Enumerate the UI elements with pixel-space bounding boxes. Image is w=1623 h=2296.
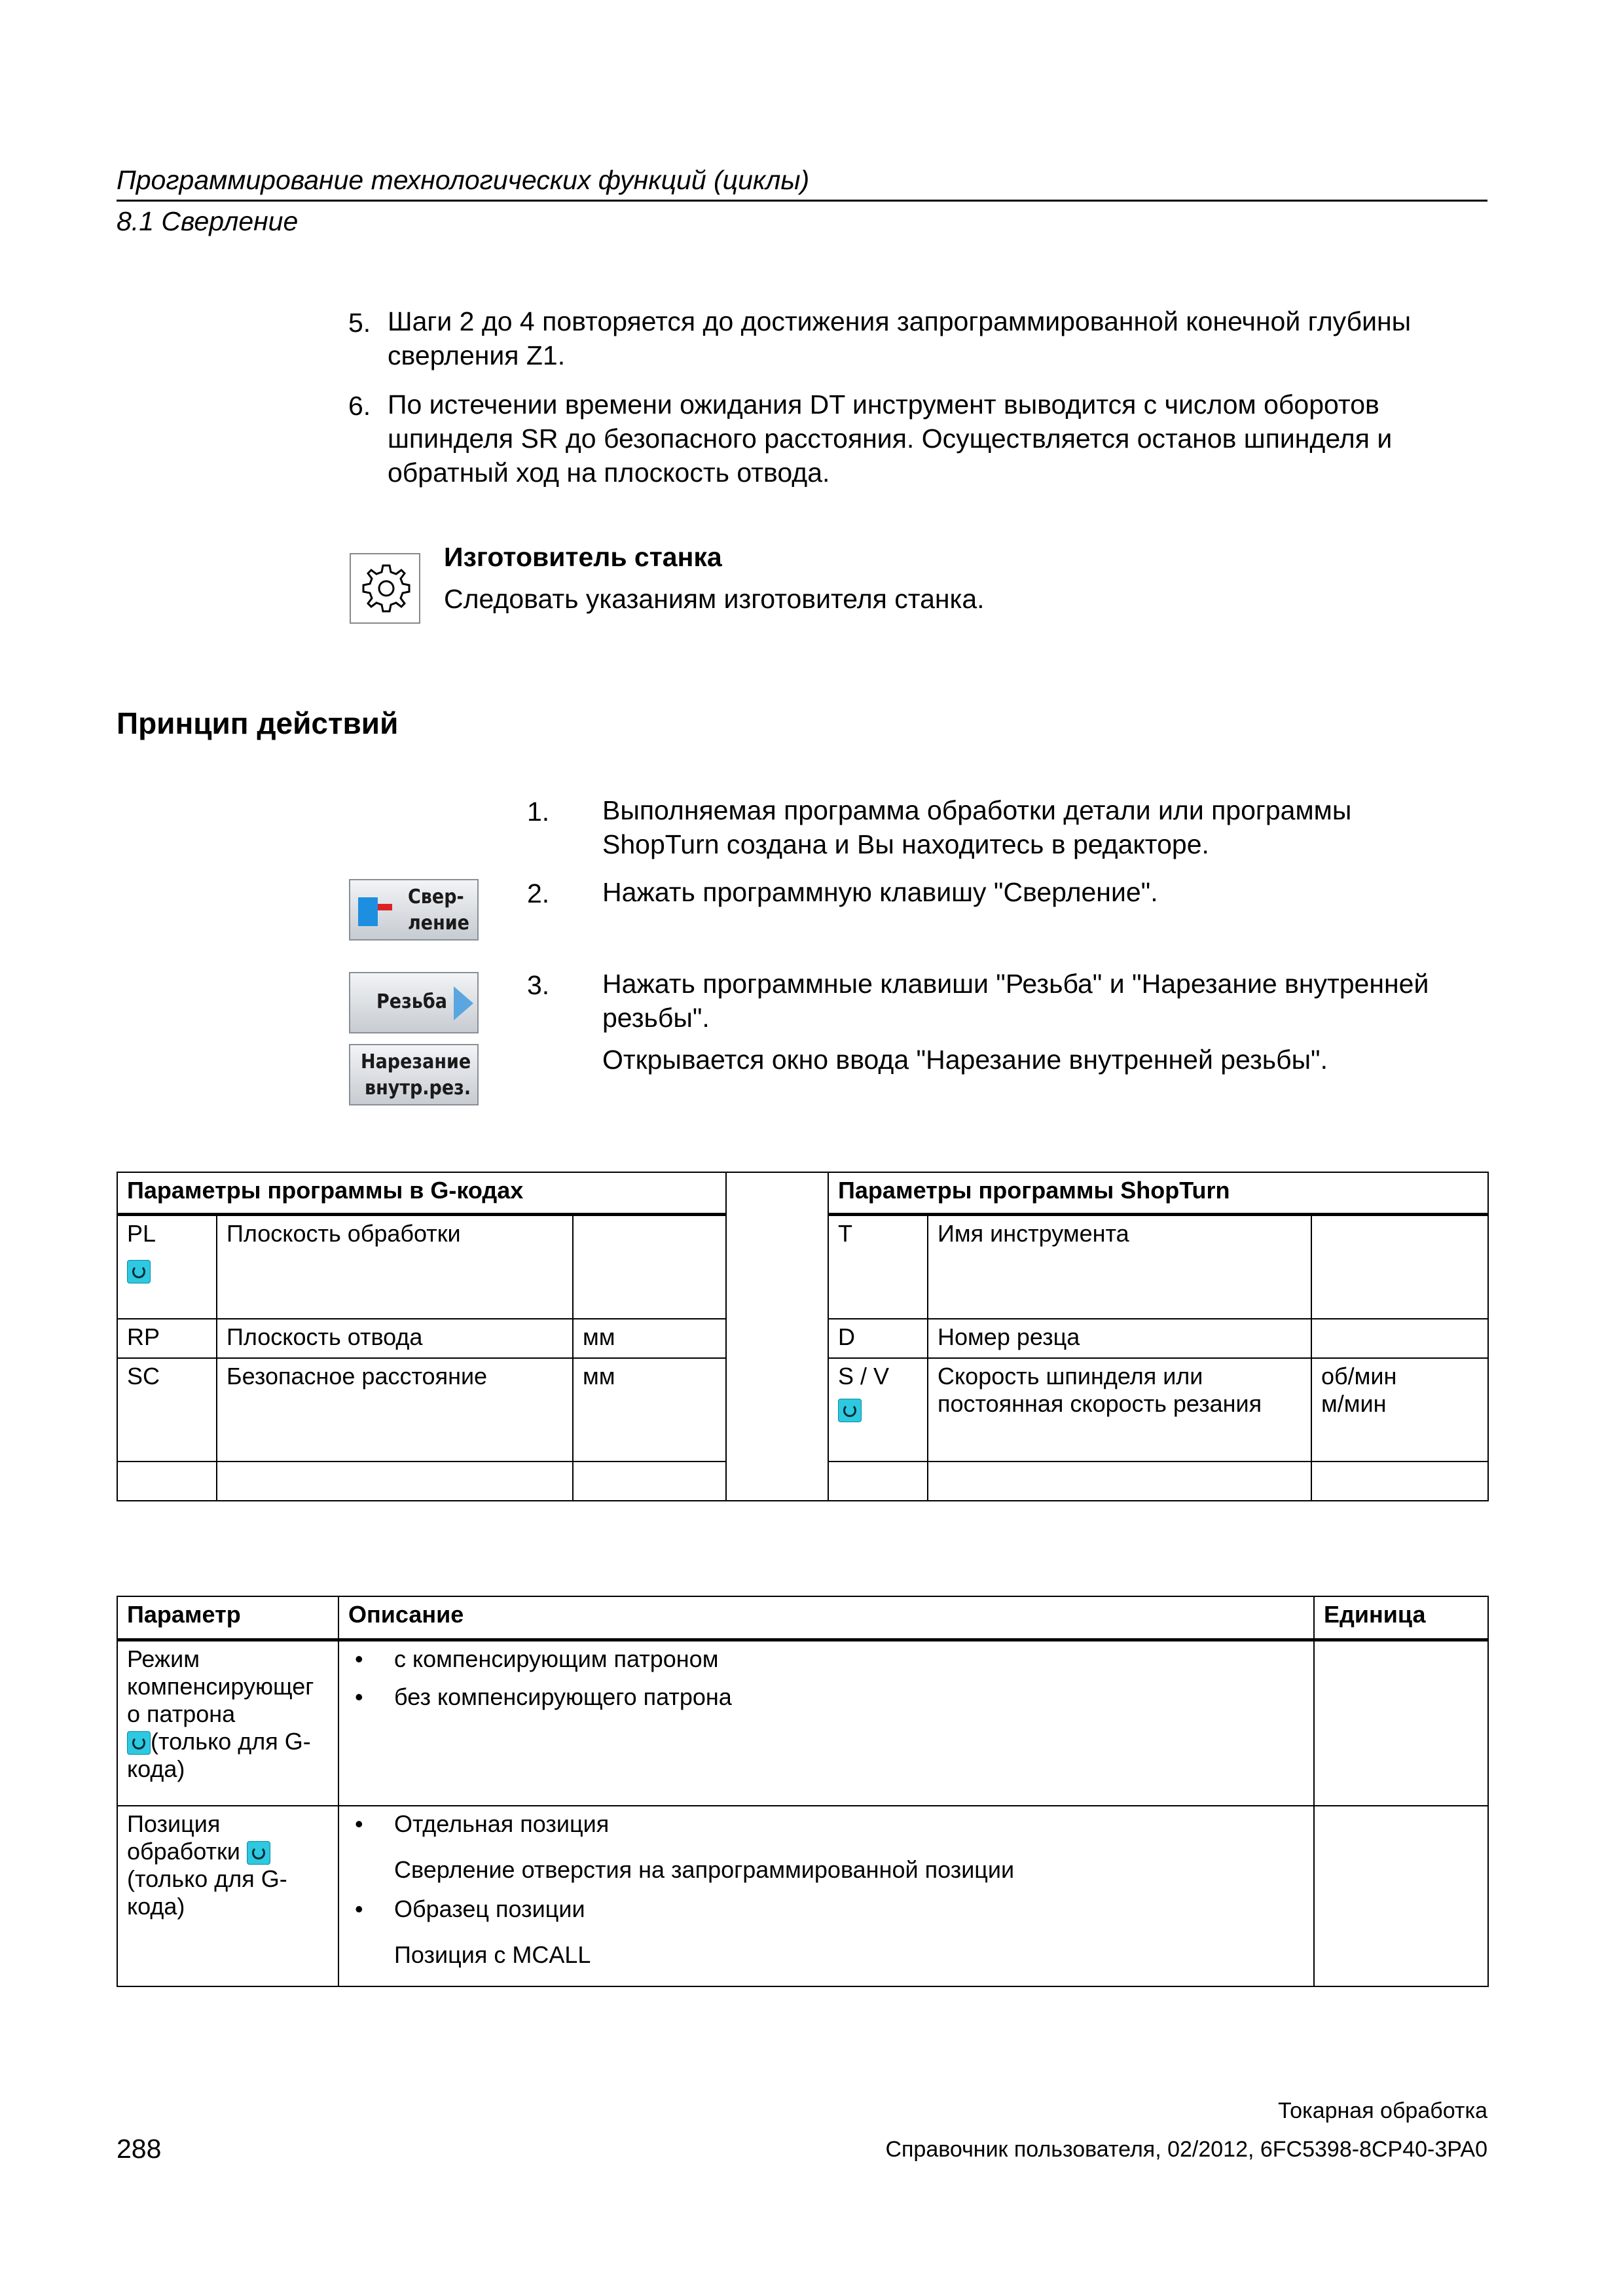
footer-manual: Справочник пользователя, 02/2012, 6FC5398-8CP40-3PA0 (885, 2137, 1487, 2162)
bullet-description: Позиция с MCALL (394, 1941, 591, 1968)
step-text-line: Шаги 2 до 4 повторяется до достижения запрограммированной конечной глубины (388, 306, 1412, 336)
page-number: 288 (117, 2134, 162, 2164)
param-header: Параметр (117, 1596, 338, 1640)
empty-cell (217, 1462, 573, 1501)
param-line: обработки (127, 1838, 240, 1865)
step-number: 3. (527, 970, 550, 1000)
param-line: компенсирующег (127, 1672, 314, 1700)
step-text (388, 387, 1392, 490)
step-text-line: обратный ход на плоскость отвода. (388, 457, 830, 488)
shopturn-params-header: Параметры программы ShopTurn (828, 1172, 1488, 1214)
step-text-line: ShopTurn создана и Вы находитесь в редакторе. (602, 829, 1209, 859)
unit-cell: мм (573, 1358, 726, 1462)
desc-cell (338, 1806, 1314, 1986)
parameter-table-detail (117, 1596, 1489, 1987)
unit-cell (1311, 1358, 1488, 1462)
unit-cell (1314, 1640, 1488, 1806)
step-text-line: Открывается окно ввода "Нарезание внутренней резьбы". (602, 1045, 1328, 1075)
drill-tip-icon (378, 904, 392, 910)
param-cell: D (828, 1319, 928, 1358)
internal-thread-softkey[interactable] (349, 1044, 479, 1105)
step-text-line: Выполняемая программа обработки детали или программы (602, 795, 1352, 825)
step-text (602, 875, 1158, 909)
footer-product: Токарная обработка (1278, 2098, 1487, 2123)
softkey-label: Нарезание (361, 1050, 471, 1073)
header-rule (117, 200, 1487, 202)
parameter-table-overview (117, 1172, 1489, 1501)
toggle-icon (838, 1399, 862, 1422)
bullet-item: • без компенсирующего патрона (348, 1683, 1304, 1711)
param-line: Позиция (127, 1810, 221, 1837)
step-text (388, 304, 1411, 372)
step-text-line: Нажать программные клавиши "Резьба" и "Нарезание внутренней (602, 969, 1429, 999)
gear-icon (350, 553, 420, 624)
unit-cell (573, 1214, 726, 1319)
step-text (602, 967, 1429, 1077)
section-title: 8.1 Сверление (117, 206, 299, 236)
param-line: (только для G- (127, 1865, 287, 1892)
param-cell (117, 1806, 338, 1986)
step-number: 2. (527, 878, 550, 908)
desc-line: постоянная скорость резания (938, 1390, 1262, 1417)
step-text (602, 793, 1351, 861)
param-cell (117, 1640, 338, 1806)
param-cell: RP (117, 1319, 217, 1358)
step-text-line: шпинделя SR до безопасного расстояния. Осуществляется останов шпинделя и (388, 423, 1393, 454)
softkey-label: ление (408, 912, 469, 935)
param-line: о патрона (127, 1700, 236, 1727)
empty-cell (828, 1462, 928, 1501)
gcode-params-header: Параметры программы в G-кодах (117, 1172, 726, 1214)
param-cell (117, 1214, 217, 1319)
toggle-icon (247, 1841, 270, 1865)
desc-cell: Плоскость отвода (217, 1319, 573, 1358)
desc-cell: Номер резца (928, 1319, 1311, 1358)
arrow-right-icon (454, 986, 473, 1020)
softkey-label: внутр.рез. (365, 1077, 471, 1100)
param-line: Режим (127, 1645, 200, 1672)
step-number: 5. (348, 308, 371, 338)
step-text-line: сверления Z1. (388, 340, 566, 370)
toggle-icon (127, 1260, 151, 1283)
param-cell: SC (117, 1358, 217, 1462)
empty-cell (117, 1462, 217, 1501)
unit-line: об/мин (1321, 1363, 1397, 1390)
bullet-item: • с компенсирующим патроном (348, 1645, 1304, 1673)
param-line: кода) (127, 1755, 185, 1782)
step-number: 6. (348, 391, 371, 421)
empty-cell (573, 1462, 726, 1501)
desc-line: Скорость шпинделя или (938, 1363, 1203, 1390)
desc-cell (928, 1358, 1311, 1462)
drilling-softkey[interactable] (349, 879, 479, 941)
bullet-item: • Отдельная позиция (348, 1810, 1304, 1838)
step-text-line: Нажать программную клавишу "Сверление". (602, 877, 1158, 907)
param-code: PL (127, 1219, 156, 1247)
drill-icon (358, 897, 378, 926)
softkey-label: Свер- (408, 886, 464, 908)
step-text-line: резьбы". (602, 1003, 710, 1033)
desc-cell (338, 1640, 1314, 1806)
unit-header: Единица (1314, 1596, 1488, 1640)
desc-cell: Имя инструмента (928, 1214, 1311, 1319)
description-header: Описание (338, 1596, 1314, 1640)
bullet-item: • Образец позиции (348, 1895, 1304, 1923)
unit-cell (1311, 1319, 1488, 1358)
spacer-column (726, 1172, 828, 1501)
thread-softkey[interactable] (349, 972, 479, 1033)
bullet-description: Сверление отверстия на запрограммированной позиции (394, 1856, 1015, 1883)
param-line: (только для G- (151, 1727, 311, 1755)
principle-heading: Принцип действий (117, 706, 399, 740)
unit-cell (1314, 1806, 1488, 1986)
param-code: S / V (838, 1363, 890, 1390)
step-text-line: По истечении времени ожидания DT инструмент выводится с числом оборотов (388, 389, 1379, 420)
step-number: 1. (527, 797, 550, 827)
desc-cell: Плоскость обработки (217, 1214, 573, 1319)
unit-cell: мм (573, 1319, 726, 1358)
empty-cell (1311, 1462, 1488, 1501)
empty-cell (928, 1462, 1311, 1501)
chapter-title: Программирование технологических функций (циклы) (117, 165, 810, 195)
notice-title: Изготовитель станка (444, 542, 722, 572)
param-cell: T (828, 1214, 928, 1319)
toggle-icon (127, 1731, 151, 1755)
desc-cell: Безопасное расстояние (217, 1358, 573, 1462)
softkey-label: Резьба (376, 990, 447, 1013)
unit-cell (1311, 1214, 1488, 1319)
unit-line: м/мин (1321, 1390, 1387, 1417)
param-line: кода) (127, 1893, 185, 1920)
param-cell (828, 1358, 928, 1462)
notice-text: Следовать указаниям изготовителя станка. (444, 584, 985, 614)
